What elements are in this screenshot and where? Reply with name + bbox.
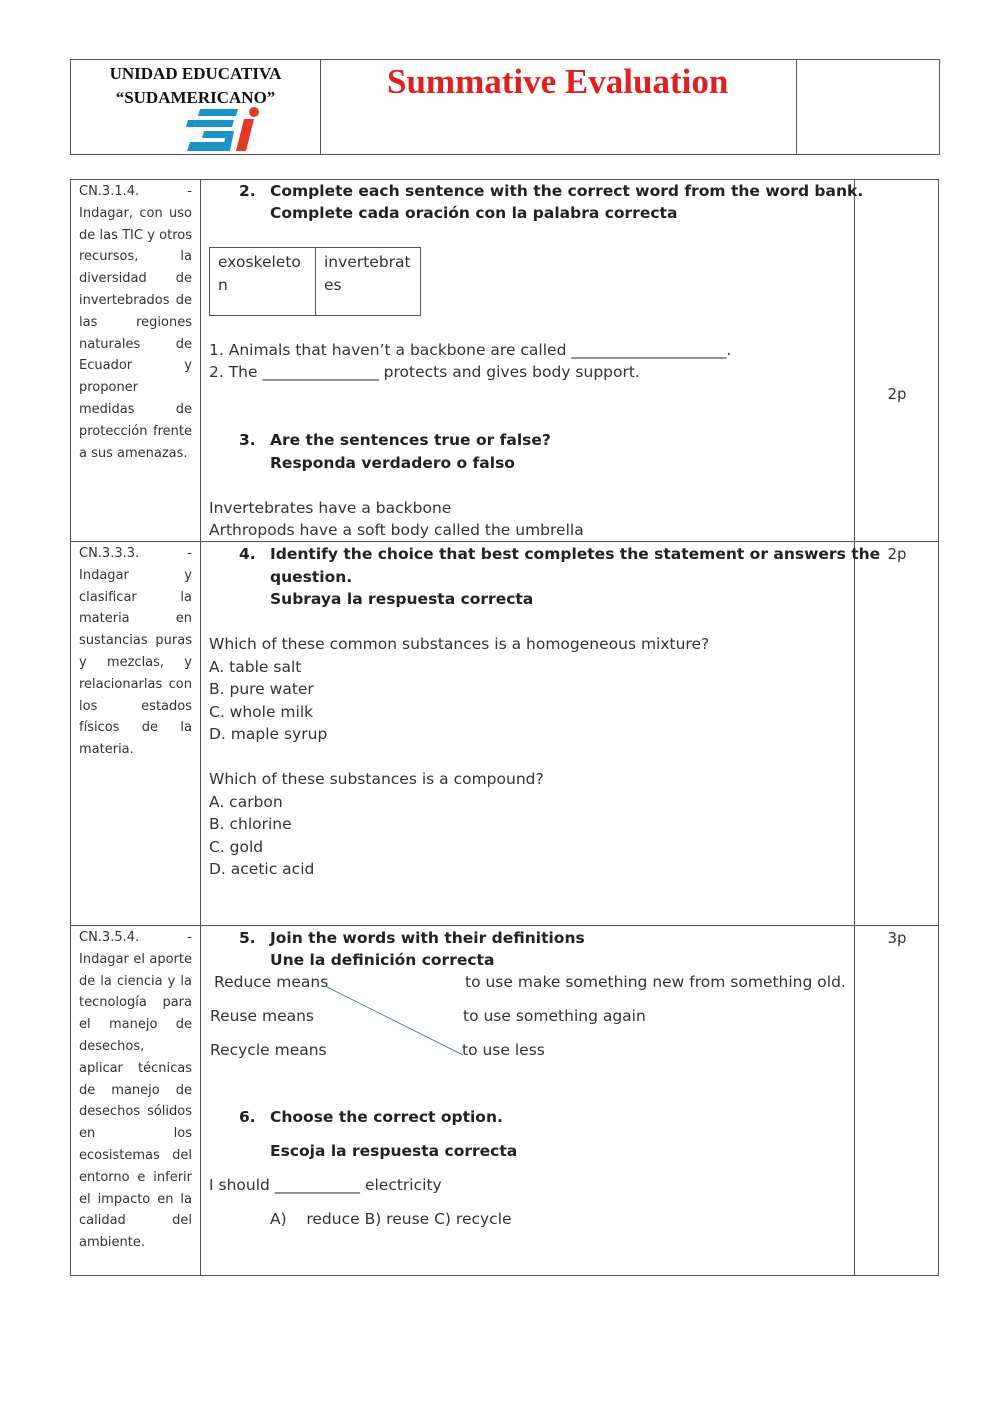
evaluation-row-1	[70, 179, 939, 542]
mc-option: D. acetic acid	[209, 860, 315, 878]
true-false-statement: Arthropods have a soft body called the umbrella	[209, 521, 584, 539]
question-title-en-cont: question.	[270, 568, 353, 586]
mc-option: C. whole milk	[209, 703, 314, 721]
mc-option: A. table salt	[209, 658, 302, 676]
skill-code-cell: CN.3.1.4. - Indagar, con uso de las TIC y otros recursos, la diversidad de invertebrados de las regiones naturales de Ecuador y proponer medidas de protección frente a sus amenazas.	[71, 180, 201, 541]
school-name-line2: “SUDAMERICANO”	[115, 88, 276, 107]
question-number: 2.	[239, 182, 256, 200]
true-false-statement: Invertebrates have a backbone	[209, 499, 452, 517]
choice-sentence: I should ___________ electricity	[209, 1176, 442, 1194]
match-definition: to use less	[462, 1041, 545, 1059]
question-title-es: Responda verdadero o falso	[270, 454, 515, 472]
header-table	[70, 59, 940, 155]
points-cell	[855, 180, 939, 541]
word-bank-item: exoskeleton	[210, 248, 316, 315]
question-title-en: Identify the choice that best completes the statement or answers the	[270, 545, 881, 563]
match-definition: to use something again	[463, 1007, 646, 1025]
evaluation-row-2	[70, 541, 939, 926]
match-line	[201, 926, 855, 1126]
question-number: 3.	[239, 431, 256, 449]
question-cell	[201, 926, 855, 1275]
question-title-en: Choose the correct option.	[270, 1108, 503, 1126]
mc-option: B. pure water	[209, 680, 314, 698]
mc-option: C. gold	[209, 838, 264, 856]
question-title-en: Complete each sentence with the correct word from the word bank.	[270, 182, 864, 200]
mc-option: D. maple syrup	[209, 725, 328, 743]
question-title-en: Join the words with their definitions	[270, 929, 585, 947]
question-title-en: Are the sentences true or false?	[270, 431, 551, 449]
match-term: Recycle means	[210, 1041, 327, 1059]
skill-code-cell: CN.3.5.4. - Indagar el aporte de la ciencia y la tecnología para el manejo de desechos, aplicar técnicas de manejo de desechos sólidos en los ecosistemas del entorno e inferir el impacto en la calidad del ambiente.	[71, 926, 201, 1275]
word-bank-table	[209, 247, 421, 316]
skill-code-cell: CN.3.3.3. - Indagar y clasificar la materia en sustancias puras y mezclas, y relacionarlas con los estados físicos de la materia.	[71, 542, 201, 925]
points-cell	[855, 926, 939, 1275]
evaluation-row-3	[70, 925, 939, 1276]
mc-prompt: Which of these substances is a compound?	[209, 770, 544, 788]
question-title-es: Escoja la respuesta correcta	[270, 1142, 518, 1160]
school-logo-icon	[186, 107, 262, 153]
choice-options: A) reduce B) reuse C) recycle	[270, 1210, 512, 1228]
school-name-line1: UNIDAD EDUCATIVA	[109, 64, 282, 83]
word-bank-item: invertebrates	[324, 253, 411, 294]
question-cell	[201, 542, 881, 925]
question-title-es: Subraya la respuesta correcta	[270, 590, 534, 608]
points-value: 3p	[887, 929, 907, 947]
fill-sentence: 2. The _______________ protects and gives body support.	[209, 363, 640, 381]
question-number: 5.	[239, 929, 256, 947]
mc-option: B. chlorine	[209, 815, 292, 833]
question-title-es: Une la definición correcta	[270, 951, 495, 969]
fill-sentence: 1. Animals that haven’t a backbone are called ____________________.	[209, 341, 732, 359]
question-title-es: Complete cada oración con la palabra correcta	[270, 204, 678, 222]
match-term: Reduce means	[214, 973, 329, 991]
question-number: 6.	[239, 1108, 256, 1126]
mc-option: A. carbon	[209, 793, 283, 811]
mc-prompt: Which of these common substances is a homogeneous mixture?	[209, 635, 710, 653]
page-title: Summative Evaluation	[387, 62, 729, 101]
points-cell	[855, 542, 939, 925]
points-value: 2p	[887, 545, 907, 563]
points-value: 2p	[887, 385, 907, 403]
match-term: Reuse means	[210, 1007, 315, 1025]
title-cell	[321, 60, 797, 154]
question-number: 4.	[239, 545, 256, 563]
school-cell	[71, 60, 321, 154]
question-cell	[201, 180, 864, 541]
match-definition: to use make something new from something old.	[465, 973, 846, 991]
